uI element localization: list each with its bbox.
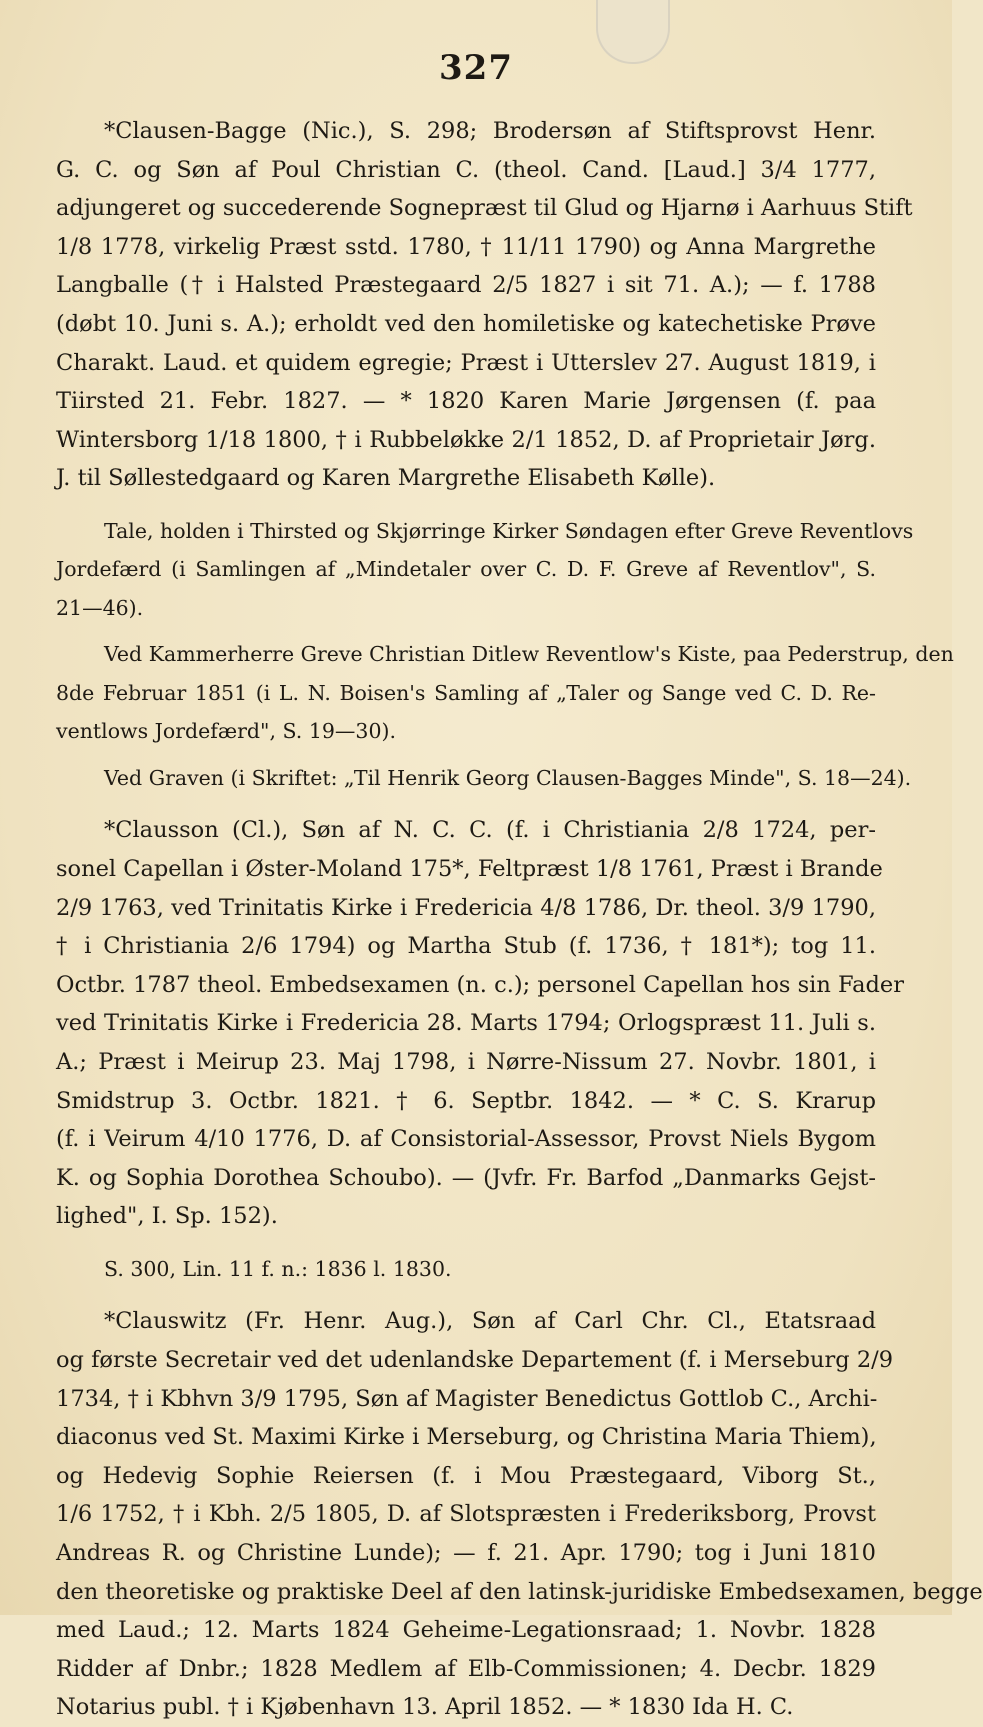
text-line: Octbr. 1787 theol. Embedsexamen (n. c.); personel Capellan hos sin Fader: [56, 971, 904, 998]
text-line: 2/9 1763, ved Trinitatis Kirke i Fredericia 4/8 1786, Dr. theol. 3/9 1790,: [56, 894, 876, 921]
text-line: † i Christiania 2/6 1794) og Martha Stub (f. 1736, † 181*); tog 11.: [56, 933, 876, 960]
text-line: (f. i Veirum 4/10 1776, D. af Consistorial-Assessor, Provst Niels Bygom: [56, 1126, 876, 1153]
paragraph-clausson-note: [56, 1250, 876, 1289]
text-line: 1/6 1752, † i Kbh. 2/5 1805, D. af Slotspræsten i Frederiksborg, Provst: [56, 1501, 876, 1528]
paragraph-gap: [56, 751, 876, 759]
text-line: *Clausen-Bagge (Nic.), S. 298; Brodersøn af Stiftsprovst Henr.: [104, 118, 876, 144]
paragraph-tale-2: [56, 635, 954, 751]
paragraph-clausson: [56, 811, 904, 1236]
paragraph-gap: [56, 627, 876, 635]
text-line: *Clausson (Cl.), Søn af N. C. C. (f. i Christiania 2/8 1724, per-: [104, 817, 876, 844]
text-line: G. C. og Søn af Poul Christian C. (theol. Cand. [Laud.] 3/4 1777,: [56, 156, 876, 183]
text-line: 1/8 1778, virkelig Præst sstd. 1780, † 11/11 1790) og Anna Margrethe: [56, 233, 876, 260]
text-line: 8de Februar 1851 (i L. N. Boisen's Samling af „Taler og Sange ved C. D. Re-: [56, 680, 876, 705]
text-line: (døbt 10. Juni s. A.); erholdt ved den homiletiske og katechetiske Prøve: [56, 310, 876, 337]
text-line: den theoretiske og praktiske Deel af den latinsk-juridiske Embedsexamen, begge: [56, 1578, 983, 1605]
paragraph-tale-3: [56, 759, 912, 798]
text-line: Ridder af Dnbr.; 1828 Medlem af Elb-Commissionen; 4. Decbr. 1829: [56, 1655, 876, 1682]
text-line: ved Trinitatis Kirke i Fredericia 28. Marts 1794; Orlogspræst 11. Juli s.: [56, 1010, 876, 1037]
text-line: K. og Sophia Dorothea Schoubo). — (Jvfr. Fr. Barfod „Danmarks Gejst-: [56, 1164, 876, 1191]
text-line: S. 300, Lin. 11 f. n.: 1836 l. 1830.: [104, 1256, 452, 1281]
text-line: *Clauswitz (Fr. Henr. Aug.), Søn af Carl Chr. Cl., Etatsraad: [104, 1308, 876, 1335]
paragraph-gap: [56, 1288, 876, 1302]
text-line: Notarius publ. † i Kjøbenhavn 13. April 1852. — * 1830 Ida H. C.: [56, 1694, 794, 1721]
text-line: 1734, † i Kbhvn 3/9 1795, Søn af Magister Benedictus Gottlob C., Archi-: [56, 1385, 878, 1412]
text-line: ventlows Jordefærd", S. 19—30).: [56, 719, 397, 744]
text-line: Andreas R. og Christine Lunde); — f. 21. Apr. 1790; tog i Juni 1810: [56, 1540, 876, 1567]
paragraph-gap: [56, 797, 876, 811]
text-line: Smidstrup 3. Octbr. 1821. † 6. Septbr. 1842. — * C. S. Krarup: [56, 1087, 876, 1114]
text-line: J. til Søllestedgaard og Karen Margrethe Elisabeth Kølle).: [56, 465, 716, 492]
paragraph-gap: [56, 498, 876, 512]
text-line: Charakt. Laud. et quidem egregie; Præst i Utterslev 27. August 1819, i: [56, 349, 876, 376]
page-number: 327: [439, 48, 513, 88]
paragraph-tale-1: [56, 512, 914, 628]
text-line: sonel Capellan i Øster-Moland 175*, Feltpræst 1/8 1761, Præst i Brande: [56, 856, 883, 883]
text-line: lighed", I. Sp. 152).: [56, 1203, 278, 1230]
paragraph-gap: [56, 1236, 876, 1250]
paragraph-clauswitz: [56, 1302, 983, 1727]
page-content: [56, 112, 983, 1727]
text-line: A.; Præst i Meirup 23. Maj 1798, i Nørre-Nissum 27. Novbr. 1801, i: [56, 1049, 876, 1075]
text-line: og første Secretair ved det udenlandske Departement (f. i Merseburg 2/9: [56, 1347, 894, 1374]
text-line: Jordefærd (i Samlingen af „Mindetaler over C. D. F. Greve af Reventlov", S.: [56, 557, 876, 582]
text-line: Ved Kammerherre Greve Christian Ditlew Reventlow's Kiste, paa Pederstrup, den: [104, 642, 954, 667]
text-line: Wintersborg 1/18 1800, † i Rubbeløkke 2/1 1852, D. af Proprietair Jørg.: [56, 426, 876, 453]
text-line: diaconus ved St. Maximi Kirke i Merseburg, og Christina Maria Thiem),: [56, 1424, 877, 1451]
text-line: Ved Graven (i Skriftet: „Til Henrik Georg Clausen-Bagges Minde", S. 18—24).: [104, 765, 912, 790]
text-line: Tale, holden i Thirsted og Skjørringe Kirker Søndagen efter Greve Reventlovs: [104, 518, 914, 543]
text-line: Tiirsted 21. Febr. 1827. — * 1820 Karen Marie Jørgensen (f. paa: [56, 388, 876, 415]
text-line: 21—46).: [56, 595, 144, 620]
text-line: adjungeret og succederende Sognepræst til Glud og Hjarnø i Aarhuus Stift: [56, 195, 913, 222]
text-line: med Laud.; 12. Marts 1824 Geheime-Legationsraad; 1. Novbr. 1828: [56, 1617, 876, 1644]
text-line: og Hedevig Sophie Reiersen (f. i Mou Præstegaard, Viborg St.,: [56, 1462, 876, 1489]
text-line: Langballe († i Halsted Præstegaard 2/5 1827 i sit 71. A.); — f. 1788: [56, 272, 876, 299]
paragraph-clausen-bagge: [56, 112, 913, 498]
